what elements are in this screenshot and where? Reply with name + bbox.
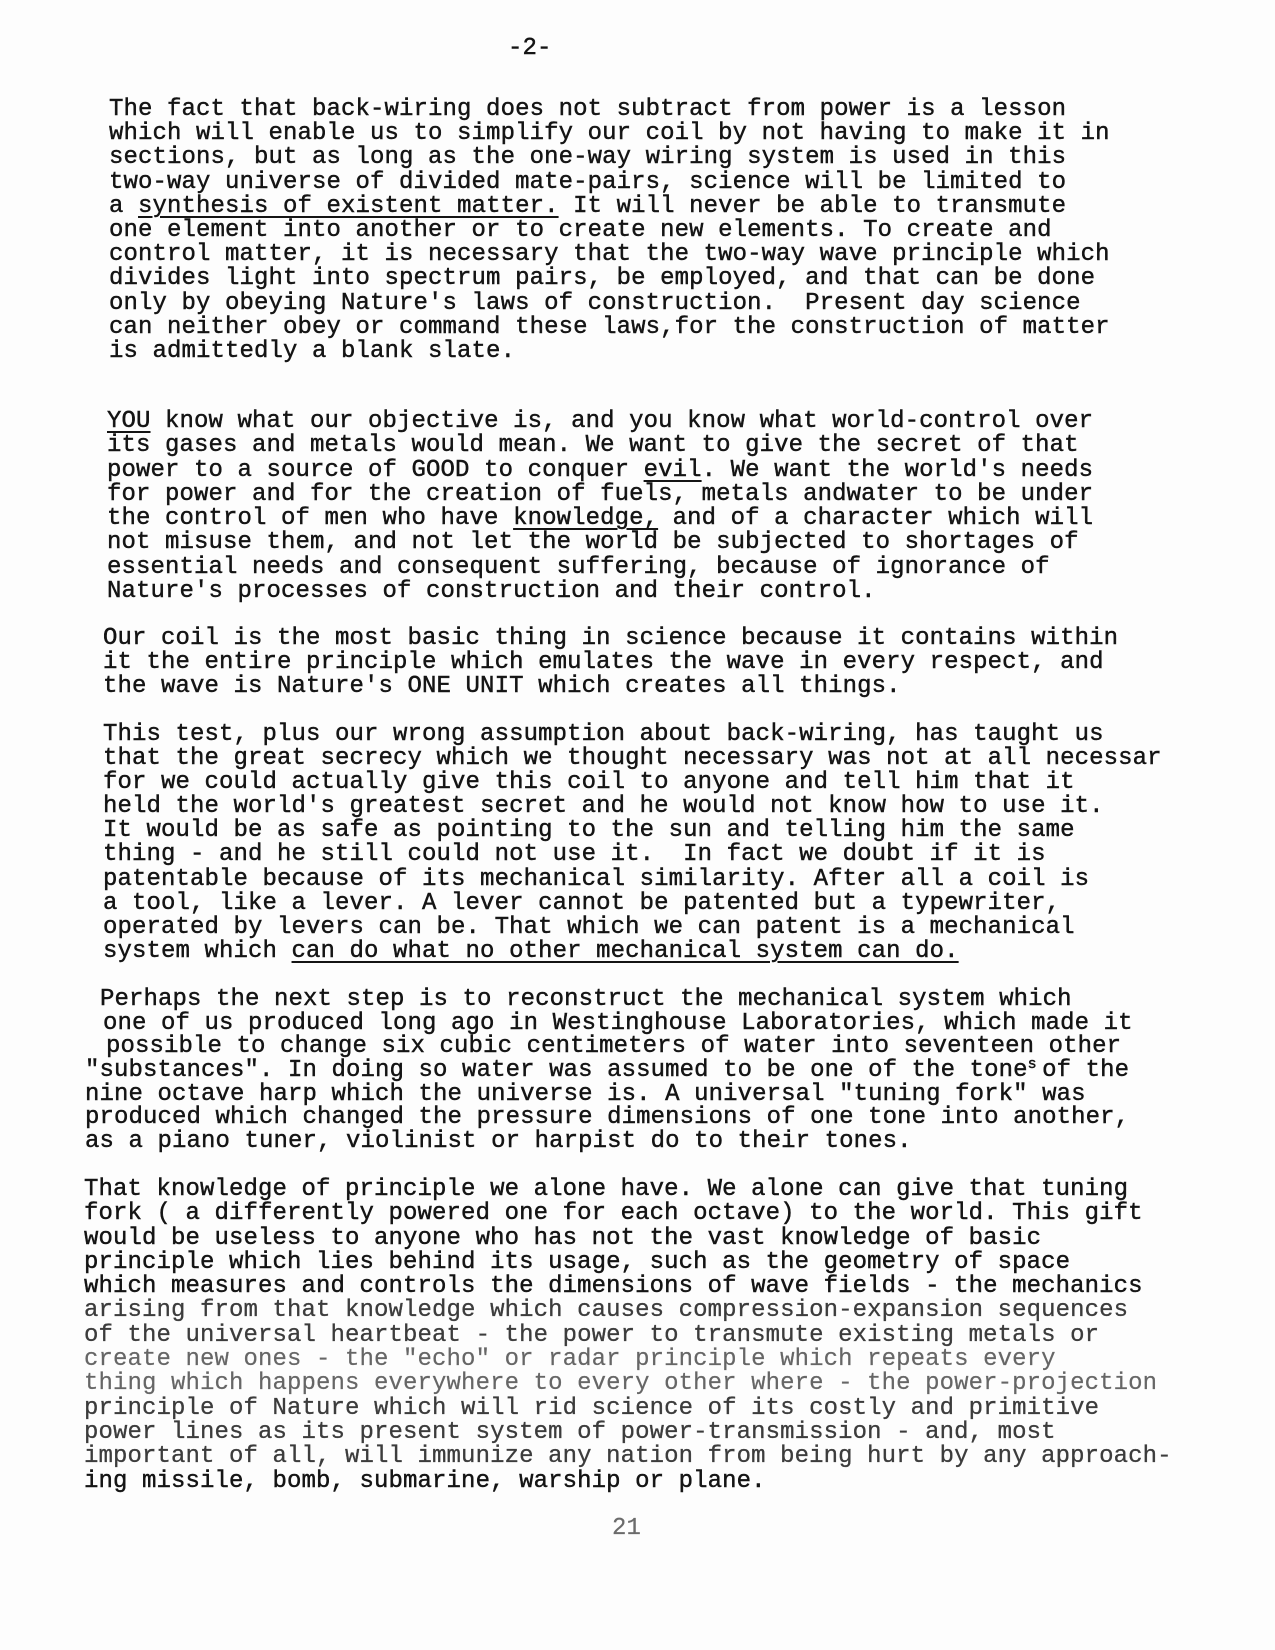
text-line: that the great secrecy which we thought necessary was not at all necessar	[103, 745, 1162, 773]
text-line: would be useless to anyone who has not the vast knowledge of basic	[84, 1224, 1042, 1252]
text-line: as a piano tuner, violinist or harpist do to their tones.	[85, 1128, 912, 1156]
paragraph-4	[103, 723, 1203, 964]
superscript-letter: s	[1027, 1056, 1037, 1074]
text-segment: system which	[103, 937, 292, 965]
paragraph-3	[103, 627, 1203, 699]
text-line: That knowledge of principle we alone have. We alone can give that tuning	[84, 1176, 1129, 1203]
text-segment: "substances". In doing so water was assumed to be one of the tone	[85, 1057, 1028, 1085]
text-line: thing which happens everywhere to every other where - the power-projection	[84, 1370, 1158, 1398]
paragraph-5	[85, 988, 1185, 1154]
text-line: held the world's greatest secret and he would not know how to use it.	[103, 793, 1104, 821]
text-segment: and of a character which will	[658, 505, 1094, 533]
page-footer-number: 21	[612, 1515, 642, 1542]
text-line: produced which changed the pressure dimensions of one tone into another,	[85, 1104, 1130, 1132]
text-segment: It will never be able to transmute	[558, 192, 1067, 220]
text-line: operated by levers can be. That which we can patent is a mechanical	[103, 913, 1075, 941]
text-line: power lines as its present system of power-transmission - and, most	[84, 1418, 1056, 1446]
text-line: essential needs and consequent suffering, because of ignorance of	[107, 553, 1050, 581]
text-line: Our coil is the most basic thing in science because it contains within	[103, 625, 1119, 652]
text-segment: power to a source of GOOD to conquer	[107, 456, 644, 484]
text-line: the wave is Nature's ONE UNIT which creates all things.	[103, 673, 901, 700]
text-line: important of all, will immunize any nation from being hurt by any approach-	[84, 1443, 1172, 1471]
underlined-text: can do what no other mechanical system can do.	[291, 937, 959, 965]
paragraph-2	[107, 410, 1207, 604]
text-line: principle of Nature which will rid science of its costly and primitive	[84, 1394, 1100, 1422]
text-line	[85, 1056, 1185, 1085]
text-line: ing missile, bomb, submarine, warship or plane.	[84, 1467, 766, 1495]
text-line: two-way universe of divided mate-pairs, science will be limited to	[109, 168, 1067, 196]
text-line: divides light into spectrum pairs, be employed, and that can be done	[109, 265, 1096, 293]
text-line: can neither obey or command these laws,for the construction of matter	[109, 313, 1110, 341]
text-line: not misuse them, and not let the world be subjected to shortages of	[107, 529, 1079, 557]
text-segment: . We want the world's needs	[701, 456, 1094, 484]
text-line: patentable because of its mechanical similarity. After all a coil is	[103, 865, 1090, 893]
text-line	[107, 410, 1207, 434]
text-line: which measures and controls the dimensions of wave fields - the mechanics	[84, 1273, 1143, 1301]
paragraph-1	[109, 98, 1209, 364]
text-line: which will enable us to simplify our coil by not having to make it in	[109, 120, 1110, 148]
text-line	[109, 192, 1209, 220]
text-line: Perhaps the next step is to reconstruct the mechanical system which	[100, 986, 1072, 1013]
underlined-text: synthesis of existent matter.	[138, 192, 559, 220]
text-line: create new ones - the "echo" or radar principle which repeats every	[84, 1346, 1056, 1374]
paragraph-6	[84, 1178, 1184, 1494]
underlined-text: knowledge,	[513, 505, 659, 533]
text-line: its gases and metals would mean. We want to give the secret of that	[107, 432, 1079, 460]
text-line: one of us produced long ago in Westinghouse Laboratories, which made it	[103, 1009, 1133, 1037]
text-line: nine octave harp which the universe is. A universal "tuning fork" was	[85, 1080, 1086, 1108]
text-line: only by obeying Nature's laws of construction. Present day science	[109, 289, 1081, 317]
text-line: arising from that knowledge which causes compression-expansion sequences	[84, 1297, 1129, 1325]
text-line	[107, 507, 1207, 531]
text-line: principle which lies behind its usage, such as the geometry of space	[84, 1248, 1071, 1276]
text-line: control matter, it is necessary that the two-way wave principle which	[109, 241, 1110, 269]
text-line: it the entire principle which emulates the wave in every respect, and	[103, 649, 1104, 676]
text-line: a tool, like a lever. A lever cannot be patented but a typewriter,	[103, 889, 1061, 917]
text-line: one element into another or to create new elements. To create and	[109, 216, 1052, 244]
underlined-text: YOU	[107, 408, 151, 435]
page-number-header: -2-	[508, 35, 552, 62]
text-line: thing - and he still could not use it. In fact we doubt if it is	[103, 841, 1046, 869]
text-line	[103, 937, 1203, 965]
text-line: possible to change six cubic centimeters of water into seventeen other	[106, 1033, 1122, 1061]
text-segment: know what our objective is, and you know what world-control over	[150, 408, 1094, 435]
text-line: sections, but as long as the one-way wiring system is used in this	[109, 144, 1067, 172]
underlined-text: evil	[643, 456, 702, 484]
text-segment: the control of men who have	[107, 505, 514, 533]
text-line: Nature's processes of construction and their control.	[107, 578, 876, 606]
text-line	[107, 456, 1207, 484]
text-segment: of the	[1042, 1057, 1130, 1085]
text-line: is admittedly a blank slate.	[109, 337, 516, 365]
text-line: This test, plus our wrong assumption about back-wiring, has taught us	[103, 721, 1104, 748]
text-line: The fact that back-wiring does not subtract from power is a lesson	[109, 96, 1067, 123]
text-line: of the universal heartbeat - the power to transmute existing metals or	[84, 1321, 1100, 1349]
text-line: It would be as safe as pointing to the sun and telling him the same	[103, 817, 1075, 845]
text-line: fork ( a differently powered one for each octave) to the world. This gift	[84, 1200, 1143, 1228]
text-line: for power and for the creation of fuels, metals andwater to be under	[107, 480, 1094, 508]
text-segment: a	[109, 192, 139, 220]
text-line: for we could actually give this coil to anyone and tell him that it	[103, 769, 1075, 797]
